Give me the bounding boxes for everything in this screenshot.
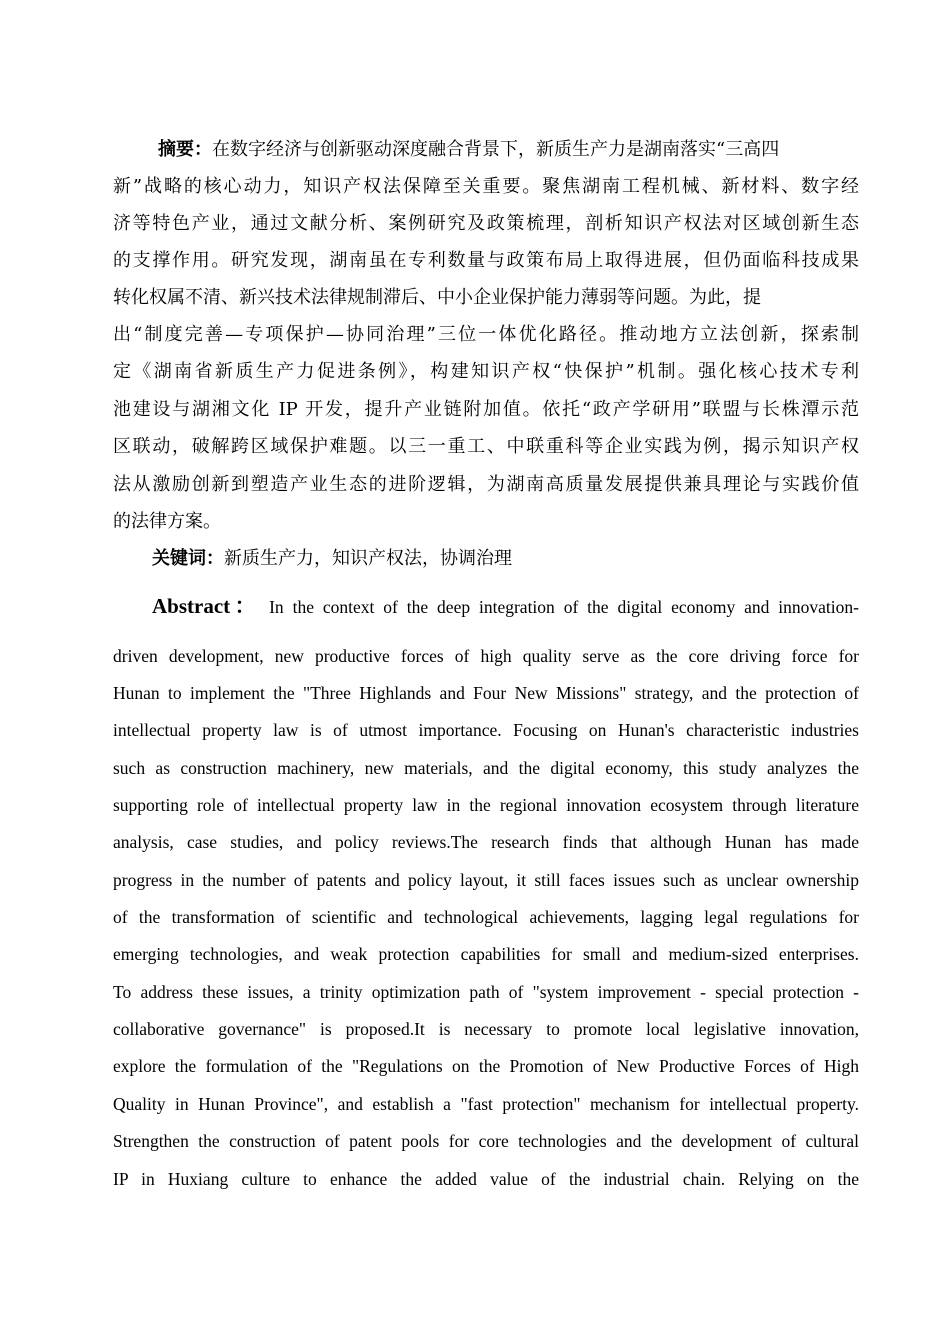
abstract-en-text: In the context of the deep integration of the digital economy and innovation- bbox=[269, 597, 859, 617]
abstract-en-line: analysis, case studies, and policy reviews.The research finds that although Hunan has made bbox=[113, 832, 859, 852]
abstract-zh-line: 区联动，破解跨区域保护难题。以三一重工、中联重科等企业实践为例，揭示知识产权 bbox=[113, 436, 859, 457]
abstract-zh-line: 出“制度完善—专项保护—协同治理”三位一体优化路径。推动地方立法创新，探索制 bbox=[113, 324, 859, 345]
keywords-line bbox=[152, 547, 898, 571]
abstract-en-line-first bbox=[152, 594, 859, 619]
abstract-zh-line: 定《湖南省新质生产力促进条例》，构建知识产权“快保护”机制。强化核心技术专利 bbox=[113, 361, 859, 382]
abstract-en-line: intellectual property law is of utmost importance. Focusing on Hunan's characteristic industries bbox=[113, 720, 859, 740]
abstract-en-line: Strengthen the construction of patent pools for core technologies and the development of cultural bbox=[113, 1131, 859, 1151]
abstract-en-line: Quality in Hunan Province", and establish a "fast protection" mechanism for intellectual property. bbox=[113, 1094, 859, 1114]
keywords-text: 新质生产力，知识产权法，协调治理 bbox=[224, 548, 512, 569]
abstract-en-line: collaborative governance" is proposed.It is necessary to promote local legislative innovation, bbox=[113, 1019, 859, 1039]
abstract-en-line: such as construction machinery, new materials, and the digital economy, this study analyzes the bbox=[113, 758, 859, 778]
abstract-zh-line: 的支撑作用。研究发现，湖南虽在专利数量与政策布局上取得进展，但仍面临科技成果 bbox=[113, 250, 859, 271]
abstract-en-label: Abstract： bbox=[152, 594, 261, 618]
abstract-en-line: supporting role of intellectual property law in the regional innovation ecosystem through literature bbox=[113, 795, 859, 815]
abstract-zh-line: 济等特色产业，通过文献分析、案例研究及政策梳理，剖析知识产权法对区域创新生态 bbox=[113, 213, 859, 234]
keywords-label: 关键词： bbox=[152, 548, 224, 569]
abstract-zh-line: 法从激励创新到塑造产业生态的进阶逻辑，为湖南高质量发展提供兼具理论与实践价值 bbox=[113, 474, 859, 495]
abstract-en-line: of the transformation of scientific and technological achievements, lagging legal regulations for bbox=[113, 907, 859, 927]
abstract-zh-line: 池建设与湖湘文化 IP 开发，提升产业链附加值。依托“政产学研用”联盟与长株潭示范 bbox=[113, 399, 859, 420]
abstract-zh-line: 转化权属不清、新兴技术法律规制滞后、中小企业保护能力薄弱等问题。为此，提 bbox=[113, 287, 761, 308]
abstract-zh-line-first bbox=[158, 138, 828, 162]
abstract-en-line: explore the formulation of the "Regulations on the Promotion of New Productive Forces of High bbox=[113, 1056, 859, 1076]
abstract-zh-line: 的法律方案。 bbox=[113, 511, 221, 532]
abstract-en-line: emerging technologies, and weak protection capabilities for small and medium-sized enterprises. bbox=[113, 944, 859, 964]
abstract-en-line: progress in the number of patents and policy layout, it still faces issues such as unclear ownership bbox=[113, 870, 859, 890]
abstract-en-line: IP in Huxiang culture to enhance the added value of the industrial chain. Relying on the bbox=[113, 1169, 859, 1189]
abstract-en-line: driven development, new productive forces of high quality serve as the core driving force for bbox=[113, 646, 859, 666]
abstract-en-line: To address these issues, a trinity optimization path of "system improvement - special protection - bbox=[113, 982, 859, 1002]
abstract-zh-text: 在数字经济与创新驱动深度融合背景下，新质生产力是湖南落实“三高四 bbox=[212, 139, 780, 160]
abstract-en-line: Hunan to implement the "Three Highlands and Four New Missions" strategy, and the protection of bbox=[113, 683, 859, 703]
abstract-zh-line: 新”战略的核心动力，知识产权法保障至关重要。聚焦湖南工程机械、新材料、数字经 bbox=[113, 176, 859, 197]
abstract-zh-label: 摘要： bbox=[158, 139, 212, 160]
